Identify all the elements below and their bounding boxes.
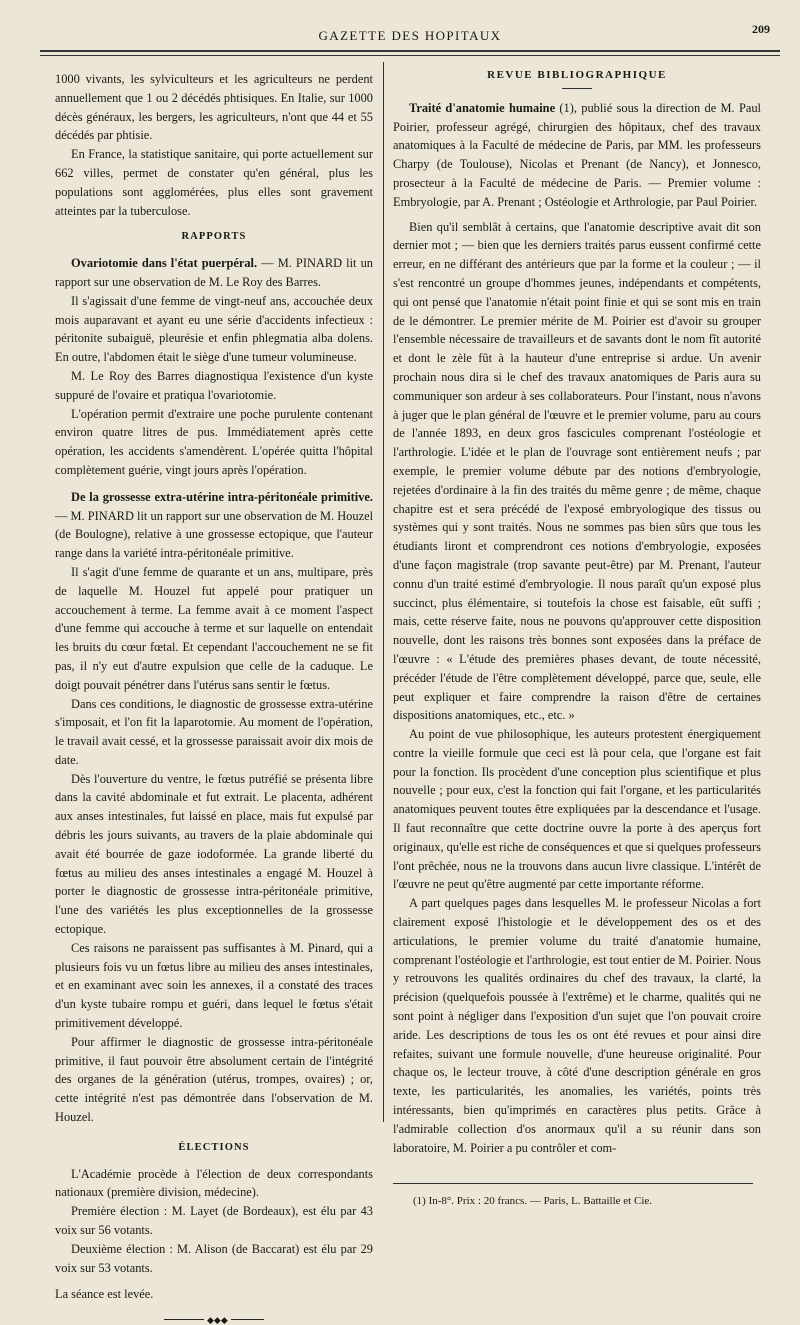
paragraph: M. Le Roy des Barres diagnostiqua l'existence d'un kyste suppuré de l'ovaire et pratiqua l'ovariotomie. [55,368,373,402]
paragraph: 1000 vivants, les sylviculteurs et les agriculteurs ne perdent annuellement que 1 ou 2 décédés phtisiques. En Italie, sur 1000 décès généraux, les bergers, les agriculteurs, n'ont que 44 et 55 décédés par phtisie. [55,72,373,143]
paragraph [55,488,373,563]
paragraph [393,99,761,212]
page-number: 209 [752,22,770,36]
paragraph: L'opération permit d'extraire une poche purulente contenant environ quatre litres de pus. Immédiatement après cette opération, les accidents s'amendèrent. L'opérée quitta l'hôpital complètement guérie, vingt jours après l'opération. [55,406,373,477]
section-end-ornament [164,1316,264,1324]
section-heading-rapports: RAPPORTS [181,231,247,243]
author-name: — M. PINARD [261,256,343,271]
closing-line: La séance est levée. [55,1287,154,1302]
ornament-glyph: ◆◆◆ [204,1316,231,1324]
paragraph-text: lit un rapport sur une observation de M. Le Roy des Barres. [55,256,373,289]
heading-underline [562,88,592,89]
paragraph-text: lit un rapport sur une observation de M. Houzel (de Boulogne), relative à une grossesse ectopique, que l'auteur range dans la variété intra-péritonéale primitive. [55,508,374,561]
paragraph: Dans ces conditions, le diagnostic de grossesse extra-utérine s'imposait, et l'on fit la laparotomie. Au moment de l'opération, le travail avait cessé, et la grossesse paraissait avoir dix mois de date. [55,696,373,767]
paragraph: Première élection : M. Layet (de Bordeaux), est élu par 43 voix sur 56 votants. [55,1204,373,1238]
paragraph: Pour affirmer le diagnostic de grossesse intra-péritonéale primitive, il faut pouvoir être absolument certain de l'intégrité des organes de la génération (utérus, trompes, ovaires) ; or, cette intégrité n'est pas démontrée dans l'observation de M. Houzel. [55,1034,373,1125]
paragraph: Il s'agit d'une femme de quarante et un ans, multipare, près de laquelle M. Houzel fut appelé pour pratiquer un accouchement à terme. La femme avait à ce moment l'aspect d'une femme qui accouche à terme et sur laquelle on entendait les bruits du cœur fœtal. Et cependant l'accouchement ne se fit pas, il n'y eut d'autre expulsion que celle de la caduque. Le doigt pouvait pénétrer dans l'utérus sans sentir le fœtus. [55,564,373,692]
paragraph: Dès l'ouverture du ventre, le fœtus putréfié se présenta libre dans la cavité abdominale et fut extrait. Le placenta, adhérent aux anses intestinales, fut laissé en place, mais fut expulsé par débris les jours suivants, au travers de la plaie abdominale qui avait été bourrée de gaze iodoformée. La grande liberté du fœtus au milieu des anses intestinales a engagé M. Houzel à porter le diagnostic de grossesse intra-péritonéale primitive, l'une des variétés les plus exceptionnelles de la grossesse ectopique. [55,771,373,937]
column-divider [383,62,384,1122]
paragraph: Deuxième élection : M. Alison (de Baccarat) est élu par 29 voix sur 53 votants. [55,1241,373,1275]
paragraph: L'Académie procède à l'élection de deux correspondants nationaux (première division, médecine). [55,1166,373,1200]
page-header [40,22,780,52]
paragraph: En France, la statistique sanitaire, qui porte actuellement sur 662 villes, permet de constater qu'en général, plus les populations sont agglomérées, plus elles sont gravement atteintes par la tuberculose. [55,147,373,218]
footnote: (1) In-8°. Prix : 20 francs. — Paris, L. Battaille et Cie. [413,1195,653,1208]
header-rule-thin [40,55,780,56]
author-name: — M. PINARD [55,508,134,523]
section-heading-revue: REVUE BIBLIOGRAPHIQUE [487,69,667,81]
article-title: Ovariotomie dans l'état puerpéral. [71,256,258,271]
paragraph: Bien qu'il semblât à certains, que l'anatomie descriptive avait dit son dernier mot ; — bien que les derniers traités parus eussent confirmé cette erreur, en ne différant des antérieurs que par la forme et la couleur ; — il s'est rencontré un groupe d'hommes jeunes, indépendants et compétents, qui ont pensé que l'anatomie n'était point finie et qui se sont mis en train de le démontrer. Le premier mérite de M. Poirier est d'avoir su grouper l'ensemble nécessaire de travailleurs et de savants dont le nom fît autorité et dont le zèle fût à la hauteur d'une entreprise si ardue. Un avenir prochain nous dira si le chef des travaux anatomiques de Paris aura su communiquer son ardeur à ses collaborateurs. Pour l'instant, nous n'avons à juger que le plan général de l'œuvre et le premier volume, paru au cours de l'année 1893, en deux gros fascicules comprenant l'ostéologie et l'arthrologie. L'idée et le plan de l'ouvrage sont entièrement neufs ; par exemple, le premier volume débute par des notions d'embryologie, rejetées d'ordinaire à la fin des traités du même genre ; de même, chaque chapitre est et sera précédé de l'exposé embryologique des tissus ou systèmes qui y sont traités. Nous ne sommes pas bien sûrs que tous les étudiants liront et comprendront ces notions d'embryologie, exposées d'une façon magistrale (trop savante peut-être) par M. Prenant, l'auteur connu d'un traité estimé d'embryologie. Il nous paraît qu'un exposé plus succinct, plus élémentaire, si toutefois la chose est faisable, eût suffi ; mais, cette réserve faite, nous ne pouvons qu'approuver cette disposition nouvelle, dont les raisons très bonnes sont exposées dans la préface de l'œuvre : « L'étude des premières phases devant, de toute nécessité, précéder l'étude de l'être complètement développé, parce que, seule, elle peut expliquer et faire comprendre la raison d'être de certaines dispositions anatomiques, etc., etc. » [393,219,761,723]
journal-title: GAZETTE DES HOPITAUX [318,28,502,43]
footnote-rule [393,1183,753,1184]
section-heading-elections: ÉLECTIONS [178,1141,250,1153]
paragraph: Au point de vue philosophique, les auteurs protestent énergiquement contre la vieille formule que ceci est là pour cela, que l'organe est fait pour la fonction. Ils procèdent d'une conception plus scientifique et plus nouvelle ; pour eux, c'est la fonction qui fait l'organe, et les particularités anatomiques peuvent toutes être expliquées par la descendance et l'usage. Il faut reconnaître que cette doctrine ouvre la porte à des aperçus fort originaux, qu'elle est riche de conséquences et que si quelques professeurs l'ont prêchée, nous ne la trouvons dans aucun livre classique. L'intérêt de l'œuvre ne peut qu'être augmenté par cette importante réforme. [393,727,761,892]
article-title: De la grossesse extra-utérine intra-péritonéale primitive. [71,489,373,504]
paragraph: Il s'agissait d'une femme de vingt-neuf ans, accouchée deux mois auparavant et ayant eu une série d'accidents infectieux : péritonite subaiguë, pleurésie et enfin phlegmatia alba dolens. En outre, l'abdomen était le siège d'une tumeur volumineuse. [55,293,373,365]
paragraph [55,254,373,292]
book-title: Traité d'anatomie humaine [409,100,556,115]
paragraph: A part quelques pages dans lesquelles M. le professeur Nicolas a fort clairement exposé l'histologie et le développement des os et des articulations, le premier volume du traité d'anatomie humaine, comprenant l'ostéologie et l'arthrologie, est tout entier de M. Poirier. Nous y retrouvons les qualités ordinaires du chef des travaux, la clarté, la précision (quelquefois poussée à l'extrême) et le charme, qualités qui ne sont point à négliger dans l'exposition d'un sujet que l'on pouvait croire aride. Les descriptions de tous les os ont été revues et pour ainsi dire refaites, suivant une formule nouvelle, d'une heureuse originalité. Pour chaque os, le lecteur trouve, à côté d'une description générale en gros texte, les particularités, les anomalies, les variétés, points très intéressants, bien qu'imprimés en caractères plus petits. Grâce à l'admirable collection d'os anormaux qu'il a su réunir dans son laboratoire, M. Poirier a pu contrôler et com- [393,896,761,1155]
left-column [55,70,373,1324]
right-column [393,66,761,1211]
paragraph-text: (1), publié sous la direction de M. Paul Poirier, professeur agrégé, chirurgien des hôpitaux, chef des travaux anatomiques à la Faculté de médecine de Paris, par MM. les professeurs Charpy (de Toulouse), Nicolas et Prenant (de Nancy), et Jonnesco, prosecteur à la Faculté de médecine de Paris. — Premier volume : Embryologie, par A. Prenant ; Ostéologie et Arthrologie, par Paul Poirier. [393,100,761,209]
header-rule-thick [40,50,780,52]
paragraph: Ces raisons ne paraissent pas suffisantes à M. Pinard, qui a plusieurs fois vu un fœtus libre au milieu des anses intestinales, et en examinant avec soin les annexes, il a constaté des traces d'un kyste tubaire rompu et guéri, dans lequel le fœtus s'était primitivement développé. [55,940,373,1031]
